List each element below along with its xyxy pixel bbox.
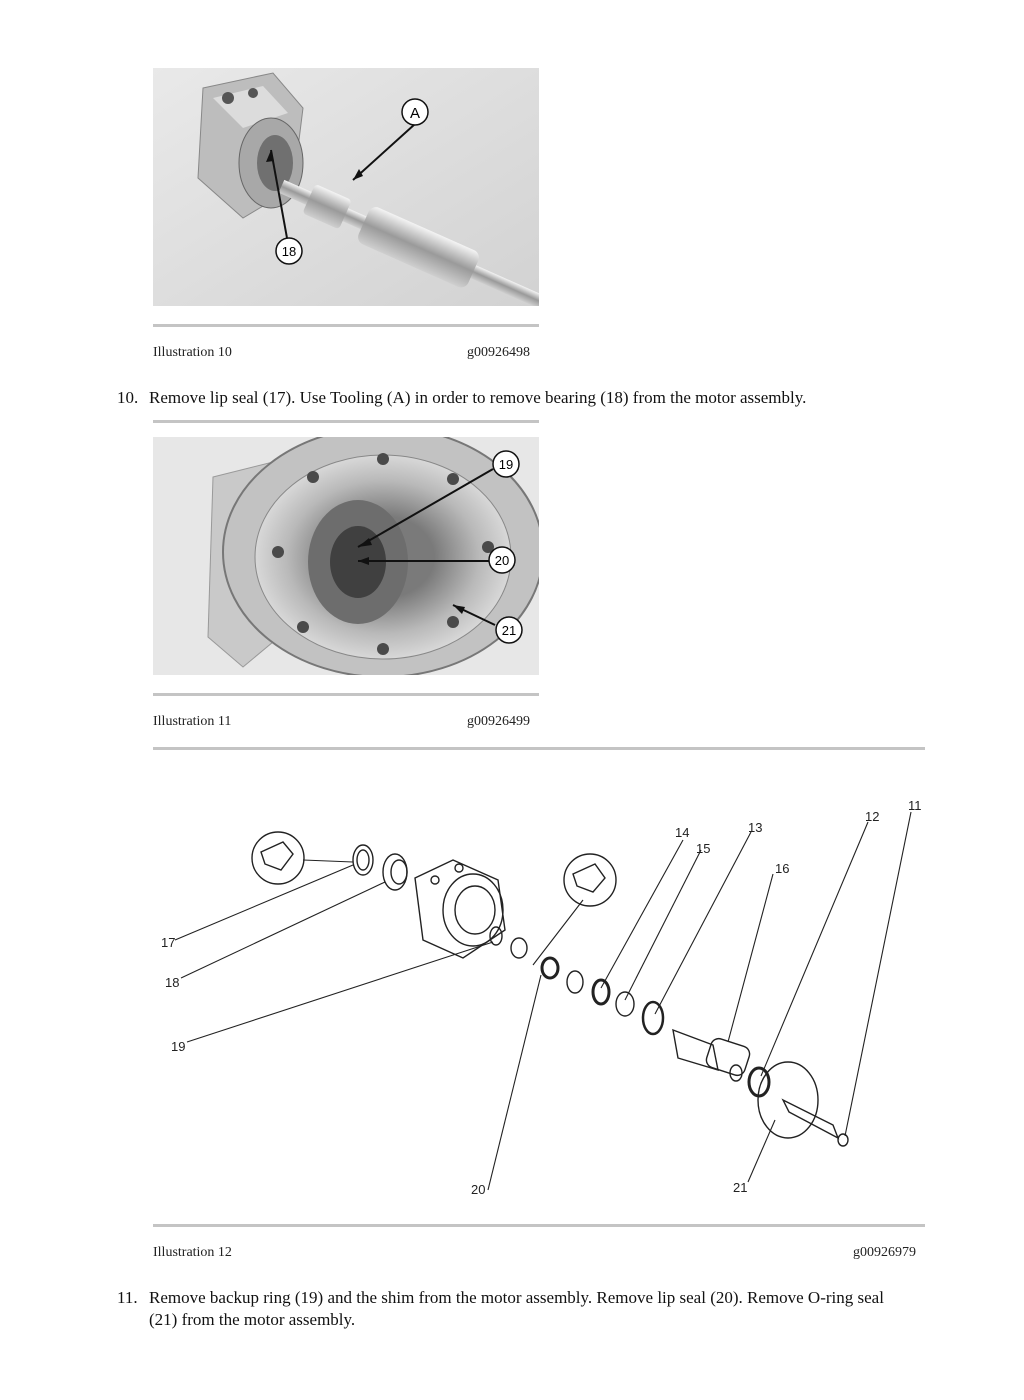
step-11-number: 11. xyxy=(117,1288,138,1307)
illustration-12-top-rule xyxy=(153,747,925,750)
part-18-label: 18 xyxy=(165,975,180,990)
step-10-number: 10. xyxy=(117,388,139,407)
illustration-10-code: g00926498 xyxy=(467,345,530,360)
motor-tool-photo xyxy=(153,68,539,306)
illustration-11-caption: Illustration 11 xyxy=(153,714,232,729)
illustration-12-code: g00926979 xyxy=(853,1245,916,1260)
part-14-label: 14 xyxy=(675,825,690,840)
part-11-label: 11 xyxy=(908,798,922,813)
illustration-12-diagram xyxy=(153,790,925,1210)
callout-20-label: 20 xyxy=(494,553,510,568)
part-16-label: 16 xyxy=(775,861,790,876)
part-20-label: 20 xyxy=(471,1182,486,1197)
part-13-label: 13 xyxy=(748,820,763,835)
part-21-label: 21 xyxy=(733,1180,748,1195)
callout-18-label: 18 xyxy=(281,244,297,259)
illustration-10-rule xyxy=(153,324,539,327)
step-10 xyxy=(117,387,917,409)
illustration-11-rule xyxy=(153,693,539,696)
motor-housing-photo xyxy=(153,437,539,675)
part-19-label: 19 xyxy=(171,1039,186,1054)
illustration-11-code: g00926499 xyxy=(467,714,530,729)
illustration-11-top-rule xyxy=(153,420,539,423)
illustration-12-rule xyxy=(153,1224,925,1227)
illustration-10-photo xyxy=(153,68,539,306)
callout-21-label: 21 xyxy=(501,623,517,638)
illustration-12-caption: Illustration 12 xyxy=(153,1245,232,1260)
step-11 xyxy=(117,1287,917,1331)
step-10-text: Remove lip seal (17). Use Tooling (A) in order to remove bearing (18) from the motor assembly. xyxy=(149,388,807,407)
illustration-11-photo xyxy=(153,437,539,675)
exploded-view-diagram xyxy=(153,790,925,1210)
callout-a-label: A xyxy=(409,105,421,122)
part-15-label: 15 xyxy=(696,841,711,856)
part-17-label: 17 xyxy=(161,935,176,950)
step-11-text: Remove backup ring (19) and the shim from the motor assembly. Remove lip seal (20). Remove O-ring seal (21) from the motor assembly. xyxy=(149,1288,884,1329)
callout-19-label: 19 xyxy=(498,457,514,472)
part-12-label: 12 xyxy=(865,809,880,824)
illustration-10-caption: Illustration 10 xyxy=(153,345,232,360)
